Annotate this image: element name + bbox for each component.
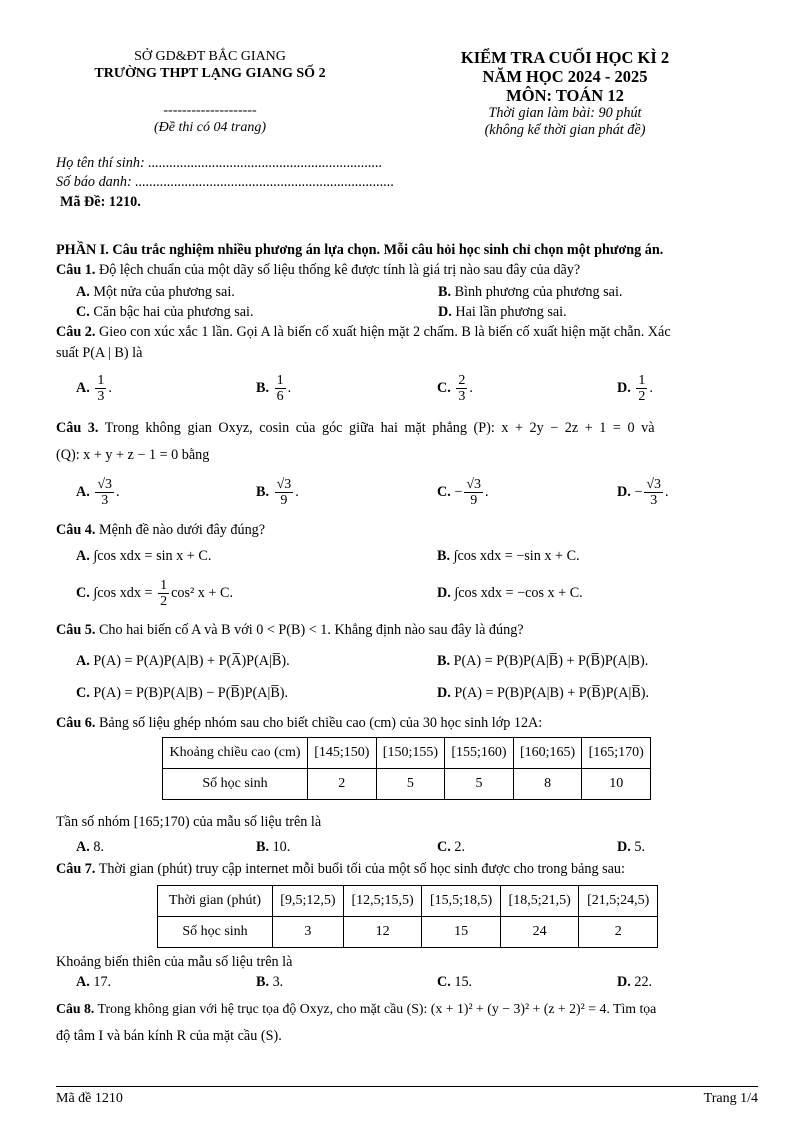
exam-code: Mã Đề: 1210.	[60, 194, 141, 210]
question-4: Câu 4. Mệnh đề nào dưới đây đúng?	[56, 522, 266, 538]
q6-option-b[interactable]: B. 10.	[256, 839, 291, 855]
q2-option-c[interactable]: C. $\frac{2}{3}$ .	[437, 373, 473, 404]
table-cell: [165;170)	[582, 738, 651, 769]
q7-option-c[interactable]: C. 15.	[437, 974, 473, 990]
table-cell: Khoảng chiều cao (cm)	[163, 738, 308, 769]
header-right	[440, 48, 690, 139]
q5-option-c[interactable]: C. P(A) = P(B)P(A|B) − P(B̅)P(A|B̅).	[76, 685, 289, 701]
q7-option-d[interactable]: D. 22.	[617, 974, 653, 990]
q3-option-d[interactable]: D. − $\frac{√3}{3}$ .	[617, 477, 669, 508]
q-text: Độ lệch chuẩn của một dãy số liệu thống kê được tính là giá trị nào sau đây của dãy?	[95, 262, 581, 278]
table-cell: 5	[445, 769, 514, 800]
header-left	[60, 48, 360, 136]
table-cell: 8	[513, 769, 582, 800]
q5-option-a[interactable]: A. P(A) = P(A)P(A|B) + P(A̅)P(A|B̅).	[76, 653, 290, 669]
table-cell: 24	[500, 917, 579, 948]
table-cell: [15,5;18,5)	[422, 886, 501, 917]
subject: MÔN: TOÁN 12	[506, 86, 624, 105]
student-id-field: Số báo danh: .........................................................................	[56, 174, 395, 190]
table-cell: Số học sinh	[158, 917, 273, 948]
q6-option-d[interactable]: D. 5.	[617, 839, 645, 855]
table-cell: [9,5;12,5)	[273, 886, 344, 917]
time-limit: Thời gian làm bài: 90 phút	[488, 105, 642, 121]
question-7: Câu 7. Thời gian (phút) truy cập internet mỗi buổi tối của một số học sinh được cho trong bảng sau:	[56, 861, 625, 877]
table-cell: [155;160)	[445, 738, 514, 769]
q1-option-b[interactable]: B. Bình phương của phương sai.	[438, 284, 623, 300]
question-8-cont: độ tâm I và bán kính R của mặt cầu (S).	[56, 1028, 282, 1044]
table-cell: 2	[308, 769, 377, 800]
table-cell: [145;150)	[308, 738, 377, 769]
question-6-cont: Tần số nhóm [165;170) của mẫu số liệu trên là	[56, 814, 322, 830]
table-cell: 3	[273, 917, 344, 948]
table-cell: 2	[579, 917, 658, 948]
part1-title: PHẦN I. Câu trắc nghiệm nhiều phương án lựa chọn. Mỗi câu hỏi học sinh chỉ chọn một phương án.	[56, 242, 664, 258]
q2-option-d[interactable]: D. $\frac{1}{2}$ .	[617, 373, 653, 404]
table-row	[158, 886, 658, 917]
q1-option-a[interactable]: A. Một nửa của phương sai.	[76, 284, 235, 300]
question-7-cont: Khoảng biến thiên của mẫu số liệu trên là	[56, 954, 293, 970]
question-2: Câu 2. Gieo con xúc xắc 1 lần. Gọi A là biến cố xuất hiện mặt 2 chấm. B là biến cố xuất hiện mặt chẵn. Xác	[56, 324, 671, 340]
table-cell: [21,5;24,5)	[579, 886, 658, 917]
internet-time-table	[157, 885, 658, 948]
school-name: TRƯỜNG THPT LẠNG GIANG SỐ 2	[94, 66, 326, 81]
table-cell: Số học sinh	[163, 769, 308, 800]
q5-option-b[interactable]: B. P(A) = P(B)P(A|B̅) + P(B̅)P(A|B).	[437, 653, 649, 669]
q4-option-b[interactable]: B. ∫cos xdx = −sin x + C.	[437, 548, 580, 564]
q1-option-c[interactable]: C. Căn bậc hai của phương sai.	[76, 304, 254, 320]
q7-option-b[interactable]: B. 3.	[256, 974, 284, 990]
q4-option-a[interactable]: A. ∫cos xdx = sin x + C.	[76, 548, 212, 564]
question-5: Câu 5. Cho hai biến cố A và B với 0 < P(B) < 1. Khẳng định nào sau đây là đúng?	[56, 622, 524, 638]
exam-title: KIỂM TRA CUỐI HỌC KÌ 2	[460, 48, 670, 67]
q6-option-c[interactable]: C. 2.	[437, 839, 465, 855]
question-6: Câu 6. Bảng số liệu ghép nhóm sau cho biết chiều cao (cm) của 30 học sinh lớp 12A:	[56, 715, 543, 731]
question-1	[56, 261, 761, 279]
q3-option-a[interactable]: A. $\frac{√3}{3}$ .	[76, 477, 120, 508]
q1-option-d[interactable]: D. Hai lần phương sai.	[438, 304, 567, 320]
time-note: (không kể thời gian phát đề)	[484, 122, 646, 138]
q3-option-c[interactable]: C. − $\frac{√3}{9}$ .	[437, 477, 489, 508]
table-cell: 12	[343, 917, 422, 948]
table-cell: [12,5;15,5)	[343, 886, 422, 917]
student-name-field: Họ tên thí sinh: ..................................................................	[56, 155, 383, 171]
height-frequency-table	[162, 737, 651, 800]
footer-exam-code: Mã đề 1210	[56, 1091, 123, 1106]
q2-option-a[interactable]: A. $\frac{1}{3}$ .	[76, 373, 112, 404]
school-year: NĂM HỌC 2024 - 2025	[482, 67, 648, 86]
q6-option-a[interactable]: A. 8.	[76, 839, 104, 855]
table-cell: Thời gian (phút)	[158, 886, 273, 917]
q4-option-d[interactable]: D. ∫cos xdx = −cos x + C.	[437, 585, 583, 601]
q-label: Câu 1.	[56, 262, 96, 278]
table-row	[163, 769, 651, 800]
table-cell: [150;155)	[376, 738, 445, 769]
table-cell: 10	[582, 769, 651, 800]
table-cell: [18,5;21,5)	[500, 886, 579, 917]
question-8: Câu 8. Trong không gian với hệ trục tọa độ Oxyz, cho mặt cầu (S): (x + 1)² + (y − 3)² + (z + 2)² = 4. Tìm tọa	[56, 1001, 657, 1016]
q4-option-c[interactable]: C. ∫cos xdx = $\frac{1}{2}$ cos² x + C.	[76, 578, 233, 609]
question-3-cont: (Q): x + y + z − 1 = 0 bằng	[56, 447, 210, 463]
table-cell: 15	[422, 917, 501, 948]
q7-option-a[interactable]: A. 17.	[76, 974, 112, 990]
table-row	[163, 738, 651, 769]
table-cell: [160;165)	[513, 738, 582, 769]
department: SỞ GD&ĐT BẮC GIANG	[134, 49, 286, 64]
question-3: Câu 3. Trong không gian Oxyz, cosin của góc giữa hai mặt phẳng (P): x + 2y − 2z + 1 = 0 và	[56, 420, 655, 436]
q3-option-b[interactable]: B. $\frac{√3}{9}$ .	[256, 477, 299, 508]
q2-option-b[interactable]: B. $\frac{1}{6}$ .	[256, 373, 292, 404]
footer-page-number: Trang 1/4	[703, 1091, 758, 1106]
table-row	[158, 917, 658, 948]
table-cell: 5	[376, 769, 445, 800]
question-2-cont: suất P(A | B) là	[56, 345, 143, 361]
page-count: (Đề thi có 04 trang)	[154, 120, 266, 135]
page-footer	[56, 1086, 758, 1107]
divider-dashes: --------------------	[163, 103, 257, 118]
q5-option-d[interactable]: D. P(A) = P(B)P(A|B) + P(B̅)P(A|B̅).	[437, 685, 650, 701]
